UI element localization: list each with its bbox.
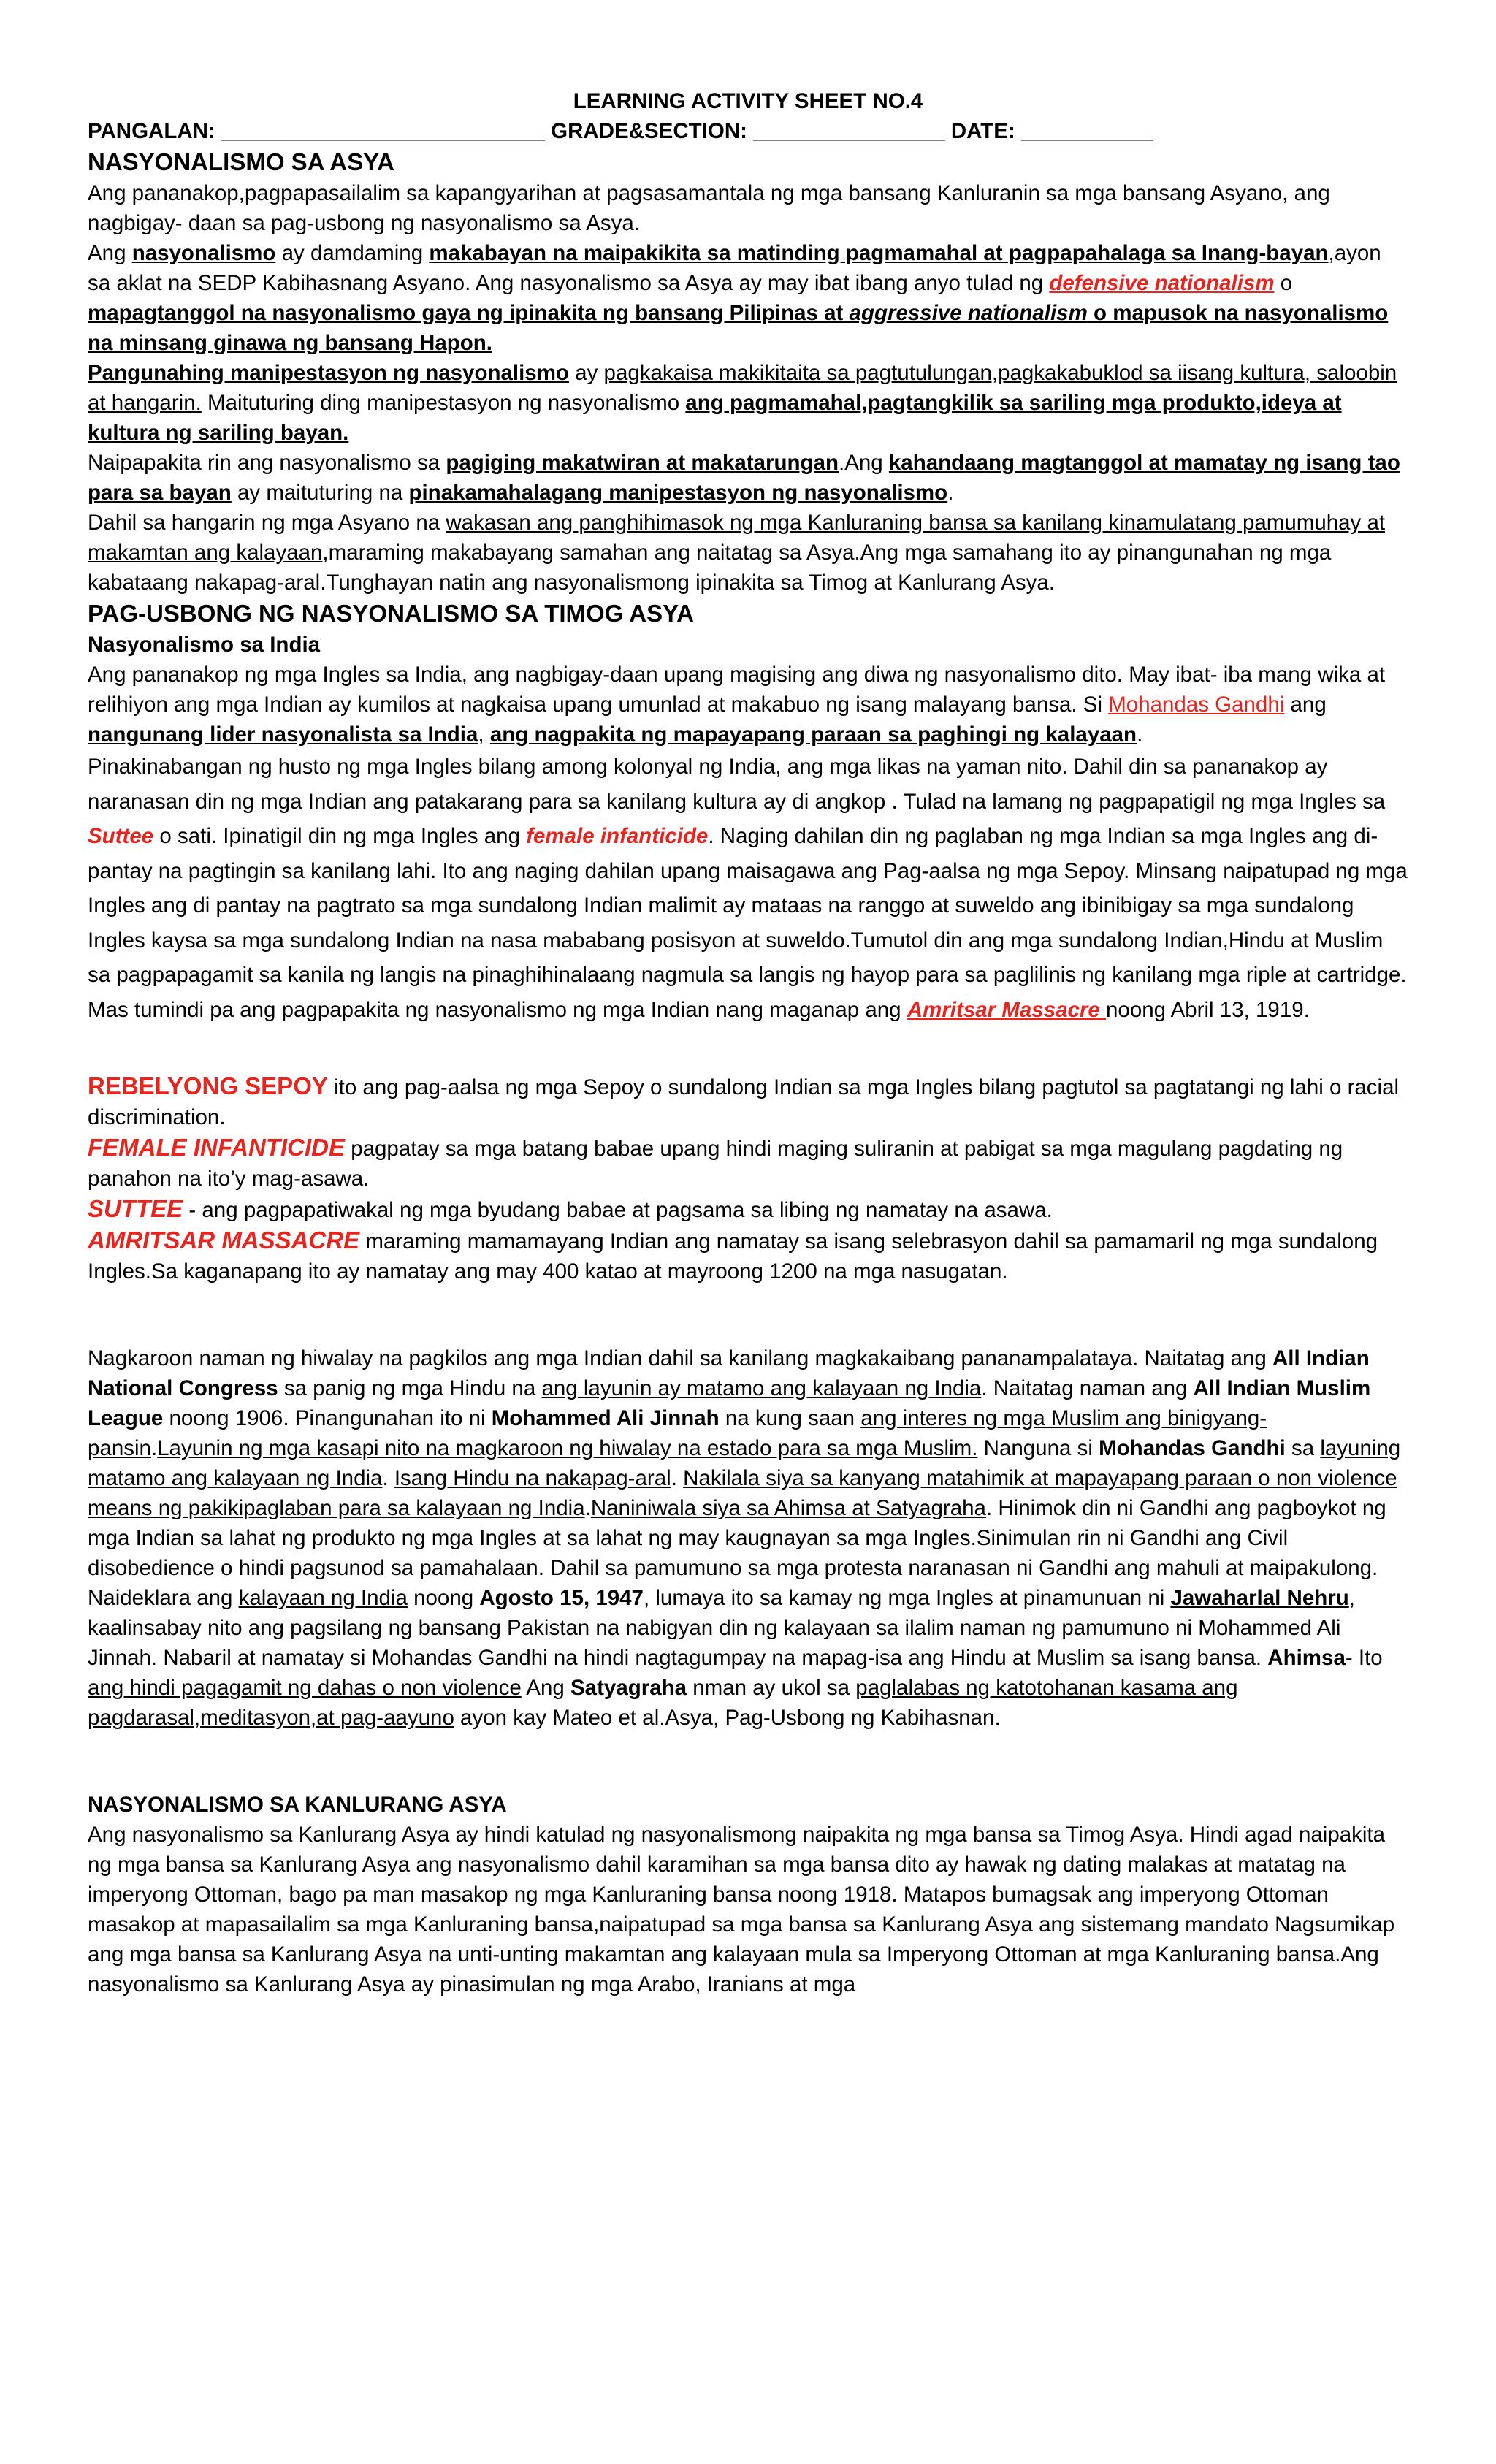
- text-run: . Naging dahilan din ng paglaban ng mga Indian sa mga Ingles ang di- pantay na pagtingin sa kanilang lahi. Ito ang naging dahilan upang maisagawa ang Pag-aalsa ng mga Sepoy. Minsang naipatupad ng mga Ingles ang di pantay na pagtrato sa mga sundalong Indian malimit ay mataas na ranggo at suweldo ang ibinibigay sa mga sundalong Ingles kaysa sa mga sundalong Indian na nasa mababang posisyon at suweldo.Tumutol din ang mga sundalong Indian,Hindu at Muslim sa pagpapagamit sa kanila ng langis na pinaghihinalaang nagmula sa langis ng hayop para sa paglilinis ng kanilang mga riple at cartridge. Mas tumindi pa ang pagpapakita ng nasyonalismo ng mga Indian nang maganap ang: [88, 824, 1408, 1022]
- text-highlight: o mapusok na nasyonalismo na minsang ginawa ng bansang Hapon.: [88, 301, 1389, 355]
- term-aggressive-nationalism: aggressive nationalism: [849, 301, 1088, 325]
- text-underlined: ang layunin ay matamo ang kalayaan ng India: [541, 1376, 982, 1400]
- text-run: .: [671, 1466, 684, 1490]
- term-text: maraming mamamayang Indian ang namatay sa isang selebrasyon dahil sa pamamaril ng mga sundalong Ingles.Sa kaganapang ito ay namatay ang may 400 katao at mayroong 1200 na mga nasugatan.: [88, 1229, 1378, 1284]
- section-heading-kanlurang-asya: NASYONALISMO SA KANLURANG ASYA: [88, 1793, 507, 1817]
- independence-date: Agosto 15, 1947: [479, 1586, 644, 1610]
- term-female-infanticide: female infanticide: [526, 824, 709, 848]
- term-label: REBELYONG SEPOY: [88, 1072, 328, 1099]
- worksheet-page: [88, 86, 1408, 1999]
- text-run: .: [150, 1436, 158, 1460]
- text-run: noong Abril 13, 1919.: [1106, 997, 1310, 1022]
- text-highlight: ang pagmamahal,pagtangkilik sa sariling mga produkto,ideya at kultura ng sariling bayan.: [88, 391, 1342, 445]
- term-satyagraha: Satyagraha: [570, 1676, 687, 1700]
- text-run: noong 1906. Pinangunahan ito ni: [163, 1406, 492, 1430]
- term-amritsar-massacre: Amritsar Massacre: [907, 997, 1106, 1022]
- text-run: o: [1274, 271, 1293, 295]
- text-highlight: pagiging makatwiran at makatarungan: [446, 451, 839, 475]
- text-run: ,: [478, 722, 490, 747]
- text-underlined: layuning matamo ang kalayaan ng India: [88, 1436, 1401, 1490]
- term-text: - ang pagpapatiwakal ng mga byudang babae at pagsama sa libing ng namatay na asawa.: [183, 1198, 1053, 1222]
- text-run: ay maituturing na: [231, 481, 409, 505]
- text-underlined: Naniniwala siya sa Ahimsa at Satyagraha: [590, 1496, 986, 1520]
- paragraph-definition: [88, 238, 1408, 358]
- text-run: nman ay ukol sa: [687, 1676, 856, 1700]
- name-nehru: Jawaharlal Nehru: [1170, 1586, 1349, 1610]
- term-label: FEMALE INFANTICIDE: [88, 1134, 345, 1161]
- text-run: .: [947, 481, 954, 505]
- paragraph-india-intro: [88, 660, 1408, 750]
- paragraph-makatwiran: [88, 448, 1408, 508]
- text-run: na kung saan: [719, 1406, 861, 1430]
- text-run: ,maraming makabayang samahan ang naitatag sa Asya.Ang mga samahang ito ay pinangunahan ng mga kabataang nakapag-aral.Tunghayan natin ang nasyonalismong ipinakita sa Timog at Kanlurang Asya.: [88, 541, 1332, 595]
- text-run: . Naitatag naman ang: [981, 1376, 1194, 1400]
- name-gandhi: Mohandas Gandhi: [1099, 1436, 1286, 1460]
- text-run: Nanguna si: [977, 1436, 1099, 1460]
- term-ahimsa: Ahimsa: [1267, 1646, 1346, 1670]
- text-run: , lumaya ito sa kamay ng mga Ingles at pinamunuan ni: [643, 1586, 1171, 1610]
- term-defensive-nationalism: defensive nationalism: [1049, 271, 1275, 295]
- text-run: .: [1137, 722, 1143, 747]
- text-underlined: wakasan ang panghihimasok ng mga Kanluraning bansa sa kanilang kinamulatang pamumuhay at makamtan ang kalayaan: [88, 511, 1386, 565]
- text-run: Dahil sa hangarin ng mga Asyano na: [88, 511, 446, 535]
- text-run: Ang: [88, 241, 132, 265]
- paragraph-intro: Ang pananakop,pagpapasailalim sa kapangyarihan at pagsasamantala ng mga bansang Kanluranin sa mga bansang Asyano, ang nagbigay- daan sa pag-usbong ng nasyonalismo sa Asya.: [88, 181, 1330, 235]
- paragraph-india-colonial: [88, 750, 1408, 1027]
- text-run: , kaalinsabay nito ang pagsilang ng bansang Pakistan na nabigyan din ng kalayaan sa ilalim naman ng pamumuno ni Mohammed Ali Jinnah. Nabaril at namatay si Mohandas Gandhi na hindi nagtagumpay na mapag-isa ang Hindu at Muslim sa isang bansa.: [88, 1586, 1355, 1670]
- text-run: Ang: [521, 1676, 570, 1700]
- term-definition-sepoy: [88, 1071, 1408, 1132]
- text-run: ang: [1284, 693, 1327, 717]
- student-info-line: PANGALAN: ___________________________ GRADE&SECTION: ________________ DATE: ___________: [88, 119, 1153, 143]
- term-definition-infanticide: [88, 1132, 1408, 1194]
- text-run: Pinakinabangan ng husto ng mga Ingles bilang among kolonyal ng India, ang mga likas na yaman nito. Dahil din sa pananakop ay naranasan din ng mga Indian ang patakarang para sa kanilang kultura ay di angkop . Tulad na lamang ng pagpapatigil ng mga Ingles sa: [88, 755, 1386, 814]
- term-text: ito ang pag-aalsa ng mga Sepoy o sundalong Indian sa mga Ingles bilang pagtutol sa pagtatangi ng lahi o racial discrimination.: [88, 1075, 1400, 1129]
- text-run: .: [382, 1466, 394, 1490]
- text-run: . Hinimok din ni Gandhi ang pagboykot ng mga Indian sa lahat ng produkto ng mga Ingles at sa lahat ng may kaugnayan sa mga Ingles.Sinimulan rin ni Gandhi ang Civil disobedience o hindi pagsunod sa pamahalaan. Dahil sa pamumuno sa mga protesta naranasan ni Gandhi ang mahuli at maipakulong. Naideklara ang: [88, 1496, 1386, 1610]
- text-run: o sati. Ipinatigil din ng mga Ingles ang: [153, 824, 527, 848]
- text-run: Nagkaroon naman ng hiwalay na pagkilos ang mga Indian dahil sa kanilang magkakaibang pananampalataya. Naitatag ang: [88, 1346, 1272, 1370]
- subheading-india: Nasyonalismo sa India: [88, 633, 321, 657]
- text-run: Naipapakita rin ang nasyonalismo sa: [88, 451, 446, 475]
- text-underlined: pagkakaisa makikitaita sa pagtutulungan,pagkakabuklod sa iisang kultura, saloobin at hangarin.: [88, 361, 1397, 415]
- term-suttee: Suttee: [88, 824, 154, 848]
- text-run: ,ayon sa aklat na SEDP Kabihasnang Asyano. Ang nasyonalismo sa Asya ay may ibat ibang anyo tulad ng: [88, 241, 1381, 295]
- paragraph-hangarin: [88, 508, 1408, 598]
- text-run: Maituturing ding manipestasyon ng nasyonalismo: [201, 391, 686, 415]
- text-highlight: mapagtanggol na nasyonalismo gaya ng ipinakita ng bansang Pilipinas at: [88, 301, 850, 325]
- text-underlined: paglalabas ng katotohanan kasama ang pagdarasal,meditasyon,at pag-aayuno: [88, 1676, 1238, 1730]
- text-run: sa panig ng mga Hindu na: [278, 1376, 542, 1400]
- term-nasyonalismo: nasyonalismo: [131, 241, 276, 265]
- text-run: .: [584, 1496, 591, 1520]
- term-label: SUTTEE: [88, 1195, 183, 1222]
- term-text: pagpatay sa mga batang babae upang hindi maging suliranin at pabigat sa mga magulang pagdating ng panahon na ito’y mag-asawa.: [88, 1137, 1343, 1191]
- org-muslim-league: All Indian Muslim League: [88, 1376, 1371, 1430]
- text-run: ayon kay Mateo et al.Asya, Pag-Usbong ng Kabihasnan.: [454, 1706, 1001, 1730]
- text-highlight: ang nagpakita ng mapayapang paraan sa paghingi ng kalayaan: [489, 722, 1137, 747]
- text-run: noong: [407, 1586, 480, 1610]
- text-underlined: Layunin ng mga kasapi nito na magkaroon ng hiwalay na estado para sa mga Muslim.: [157, 1436, 978, 1460]
- paragraph-kanlurang-asya: Ang nasyonalismo sa Kanlurang Asya ay hindi katulad ng nasyonalismong naipakita ng mga bansa sa Timog Asya. Hindi agad naipakita ng mga bansa sa Kanlurang Asya ang nasyonalismo dahil karamihan sa mga bansa dito ay hawak ng dating malakas at matatag na imperyong Ottoman, bago pa man masakop ng mga Kanluraning bansa noong 1918. Matapos bumagsak ang imperyong Ottoman masakop at mapasailalim sa mga Kanluraning bansa,naipatupad sa mga bansa sa Kanlurang Asya ang sistemang mandato Nagsumikap ang mga bansa sa Kanlurang Asya na unti-unting makamtan ang kalayaan mula sa Imperyong Ottoman at mga Kanluraning bansa.Ang nasyonalismo sa Kanlurang Asya ay pinasimulan ng mga Arabo, Iranians at mga: [88, 1823, 1395, 1996]
- term-label: AMRITSAR MASSACRE: [88, 1227, 360, 1254]
- text-highlight: pinakamahalagang manipestasyon ng nasyonalismo: [408, 481, 948, 505]
- paragraph-manipestasyon: [88, 358, 1408, 448]
- name-jinnah: Mohammed Ali Jinnah: [491, 1406, 720, 1430]
- text-run: sa: [1285, 1436, 1321, 1460]
- text-underlined: kalayaan ng India: [238, 1586, 408, 1610]
- text-run: Ang pananakop ng mga Ingles sa India, ang nagbigay-daan upang magising ang diwa ng nasyonalismo dito. May ibat- iba mang wika at relihiyon ang mga Indian ay kumilos at nagkaisa upang umunlad at makabuo ng isang malayang bansa. Si: [88, 663, 1386, 717]
- section-heading-asya: NASYONALISMO SA ASYA: [88, 148, 394, 175]
- definition-highlight: makabayan na maipakikita sa matinding pagmamahal at pagpapahalaga sa Inang-bayan: [429, 241, 1329, 265]
- text-run: ay: [568, 361, 604, 385]
- text-underlined: Isang Hindu na nakapag-aral: [394, 1466, 671, 1490]
- text-run: - Ito: [1345, 1646, 1383, 1670]
- text-highlight: nangunang lider nasyonalista sa India: [88, 722, 478, 747]
- section-heading-timog-asya: PAG-USBONG NG NASYONALISMO SA TIMOG ASYA: [88, 600, 694, 627]
- text-run: .Ang: [839, 451, 889, 475]
- org-indian-national-congress: All Indian National Congress: [88, 1346, 1370, 1400]
- name-mohandas-gandhi: Mohandas Gandhi: [1108, 693, 1285, 717]
- text-underlined: ang hindi pagagamit ng dahas o non violence: [88, 1676, 522, 1700]
- term-definition-suttee: [88, 1194, 1408, 1225]
- paragraph-india-organizations: [88, 1343, 1408, 1733]
- worksheet-title: LEARNING ACTIVITY SHEET NO.4: [573, 89, 923, 113]
- text-highlight: kahandaang magtanggol at mamatay ng isang tao para sa bayan: [88, 451, 1400, 505]
- term-manipestasyon: Pangunahing manipestasyon ng nasyonalismo: [88, 361, 569, 385]
- text-run: ay damdaming: [275, 241, 430, 265]
- text-underlined: ang interes ng mga Muslim ang binigyang-pansin: [88, 1406, 1267, 1460]
- term-definition-amritsar: [88, 1225, 1408, 1286]
- text-underlined: Nakilala siya sa kanyang matahimik at mapayapang paraan o non violence means ng pakikipaglaban para sa kalayaan ng India: [88, 1466, 1397, 1520]
